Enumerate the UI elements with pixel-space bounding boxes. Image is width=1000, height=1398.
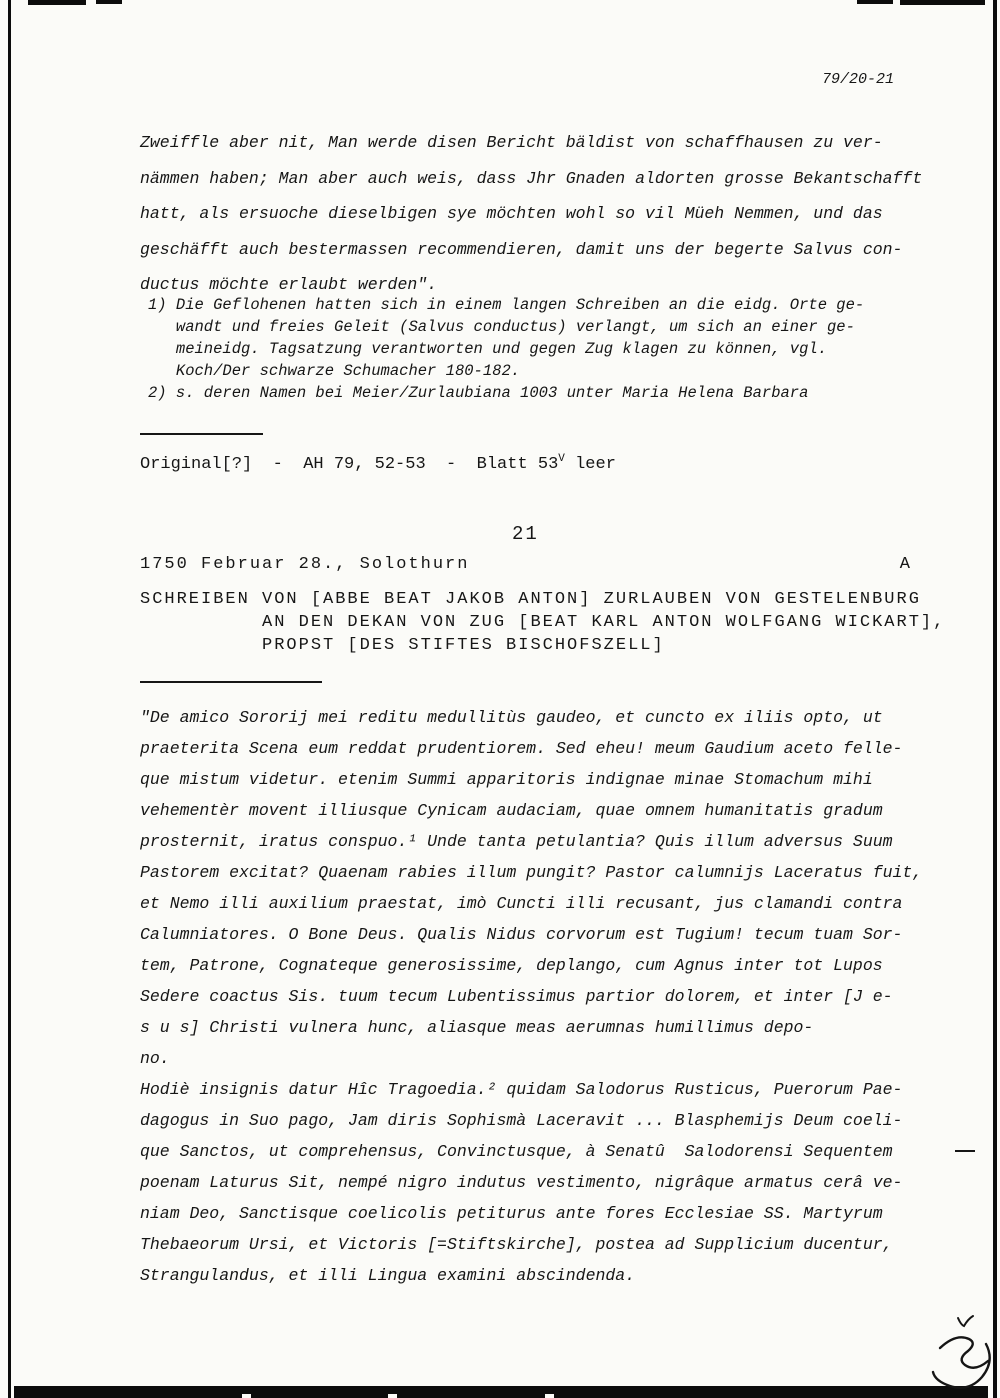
letter-mark: A [899,555,912,574]
text-line: Sedere coactus Sis. tuum tecum Lubentissimus partior dolorem, et inter [J e- [140,987,893,1006]
source-text: Original[?] - AH 79, 52-53 - Blatt 53 [140,455,559,474]
text-line: prosternit, iratus conspuo.¹ Unde tanta petulantia? Quis illum adversus Suum [140,832,893,851]
scan-edge-notch [388,1394,397,1398]
text-line: tem, Patrone, Cognateque generosissime, deplango, cum Agnus inter tot Lupos [140,956,883,975]
text-line: Calumniatores. O Bone Deus. Qualis Nidus corvorum est Tugium! tecum tuam Sor- [140,925,903,944]
footnote-line: 1) Die Geflohenen hatten sich in einem langen Schreiben an die eidg. Orte ge- [148,296,865,314]
entry-number: 21 [512,523,539,545]
text-line: ductus möchte erlaubt werden". [140,275,438,294]
german-quote-paragraph [140,125,922,303]
separator-rule [140,433,263,435]
handwritten-mark [928,1312,998,1392]
footnote-line: meineidg. Tagsatzung verantworten und gegen Zug klagen zu können, vgl. [148,340,828,358]
scan-tick [28,0,86,5]
latin-quote-paragraph [140,702,922,1291]
title-line: SCHREIBEN VON [ABBE BEAT JAKOB ANTON] ZURLAUBEN VON GESTELENBURG [140,590,921,609]
footnotes [148,294,864,404]
entry-title [140,588,945,657]
text-line: Hodiè insignis datur Hîc Tragoedia.² quidam Salodorus Rusticus, Puerorum Pae- [140,1080,903,1099]
text-line: dagogus in Suo pago, Jam diris Sophismà Laceravit ... Blasphemijs Deum coeli- [140,1111,903,1130]
text-line: et Nemo illi auxilium praestat, imò Cuncti illi recusant, jus clamandi contra [140,894,903,913]
source-line [140,448,616,476]
text-line: vehementèr movent illiusque Cynicam audaciam, quae omnem humanitatis gradum [140,801,883,820]
title-line: PROPST [DES STIFTES BISCHOFSZELL] [140,636,665,655]
date-place: 1750 Februar 28., Solothurn [140,555,470,574]
text-line: Pastorem excitat? Quaenam rabies illum pungit? Pastor calumnijs Laceratus fuit, [140,863,923,882]
date-line [140,554,912,576]
margin-dash [955,1150,975,1152]
footnote-line: Koch/Der schwarze Schumacher 180-182. [148,362,521,380]
text-line: nämmen haben; Man aber auch weis, dass Jhr Gnaden aldorten grosse Bekantschafft [140,168,923,188]
source-superscript: V [558,453,565,465]
text-line: geschäfft auch bestermassen recommendieren, damit uns der begerte Salvus con- [140,239,903,259]
separator-rule [140,681,322,683]
scan-edge-notch [545,1394,554,1398]
scan-edge-notch [242,1394,251,1398]
text-line: que Sanctos, ut comprehensus, Convinctusque, à Senatû Salodorensi Sequentem [140,1142,893,1161]
scan-edge-right [993,0,997,1398]
scan-tick [96,0,122,4]
page-reference: 79/20-21 [822,71,895,88]
scan-tick [900,0,985,5]
text-line: no. [140,1049,170,1068]
scan-edge-bottom [14,1386,988,1398]
text-line: praeterita Scena eum reddat prudentiorem. Sed eheu! meum Gaudium aceto felle- [140,739,903,758]
text-line: Strangulandus, et illi Lingua examini abscindenda. [140,1266,636,1285]
text-line: niam Deo, Sanctisque coelicolis petiturus ante fores Ecclesiae SS. Martyrum [140,1204,883,1223]
text-line: "De amico Sororij mei reditu medullitùs gaudeo, et cuncto ex iliis opto, ut [140,708,883,727]
title-line: AN DEN DEKAN VON ZUG [BEAT KARL ANTON WOLFGANG WICKART], [140,613,946,632]
scan-tick [857,0,893,4]
text-line: s u s] Christi vulnera hunc, aliasque meas aerumnas humillimus depo- [140,1018,814,1037]
source-text-tail: leer [564,455,616,474]
text-line: que mistum videtur. etenim Summi apparitoris indignae minae Stomachum mihi [140,770,873,789]
scan-edge-left [8,0,11,1398]
text-line: hatt, als ersuoche dieselbigen sye möchten wohl so vil Müeh Nemmen, und das [140,204,883,223]
text-line: poenam Laturus Sit, nempé nigro indutus vestimento, nigrâque armatus cerâ ve- [140,1173,903,1192]
footnote-line: 2) s. deren Namen bei Meier/Zurlaubiana 1003 unter Maria Helena Barbara [148,384,809,402]
footnote-line: wandt und freies Geleit (Salvus conductus) verlangt, um sich an einer ge- [148,318,855,336]
text-line: Zweiffle aber nit, Man werde disen Bericht bäldist von schaffhausen zu ver- [140,133,883,152]
text-line: Thebaeorum Ursi, et Victoris [=Stiftskirche], postea ad Supplicium ducentur, [140,1235,893,1254]
